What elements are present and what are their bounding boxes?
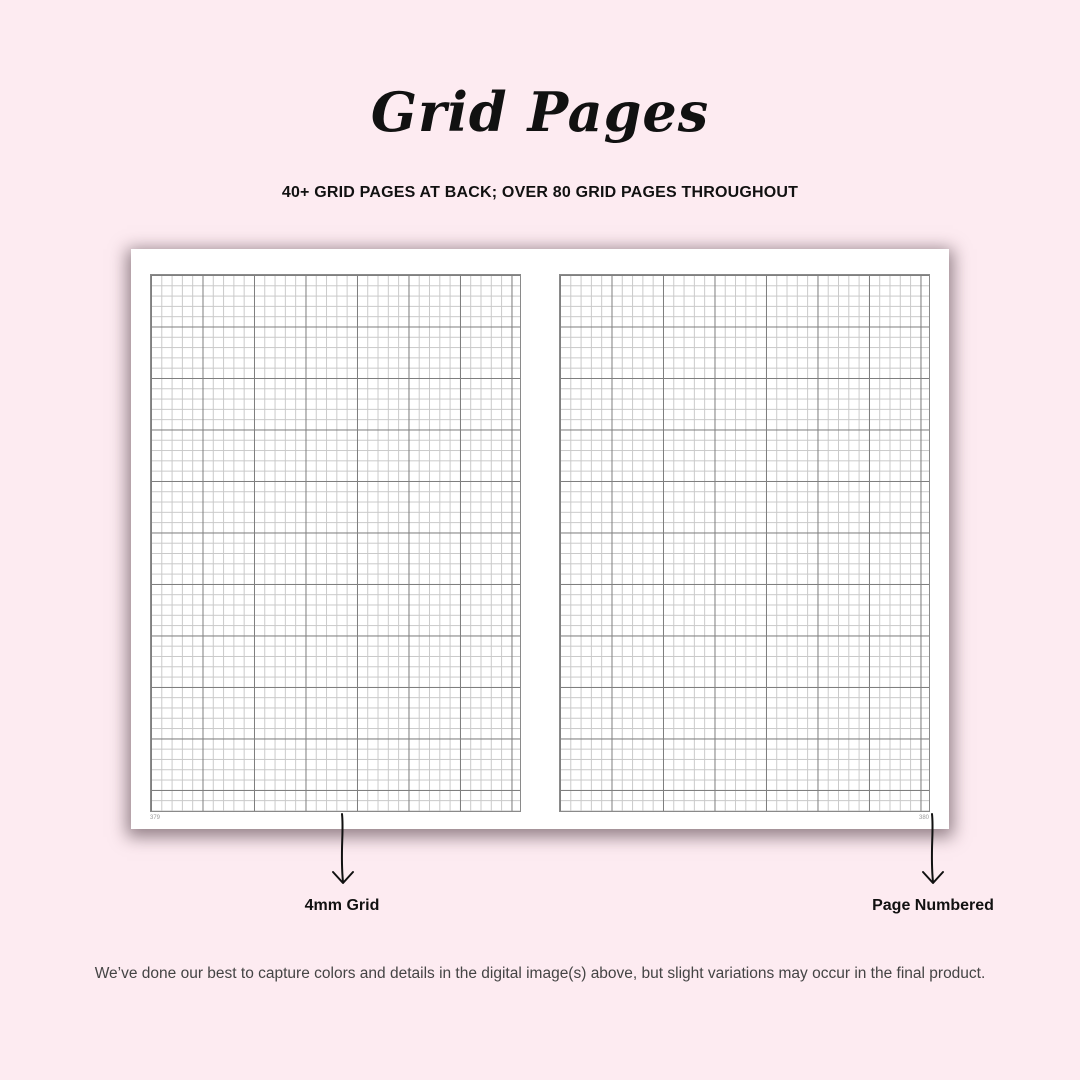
- down-arrow-icon: [920, 812, 946, 888]
- right-grid-page: [559, 274, 930, 812]
- disclaimer-text: We’ve done our best to capture colors and details in the digital image(s) above, but slight variations may occur in the final product.: [94, 965, 986, 982]
- left-grid-page: [150, 274, 521, 812]
- right-page-number: 380: [919, 815, 930, 821]
- notebook-spread: [131, 249, 949, 829]
- page-subtitle: 40+ GRID PAGES AT BACK; OVER 80 GRID PAGES THROUGHOUT: [281, 184, 799, 201]
- left-page-number: 379: [150, 815, 161, 821]
- down-arrow-icon: [330, 812, 356, 888]
- page-numbered-callout: Page Numbered: [872, 897, 994, 914]
- page-title: Grid Pages: [370, 80, 710, 144]
- grid-size-callout: 4mm Grid: [304, 897, 380, 914]
